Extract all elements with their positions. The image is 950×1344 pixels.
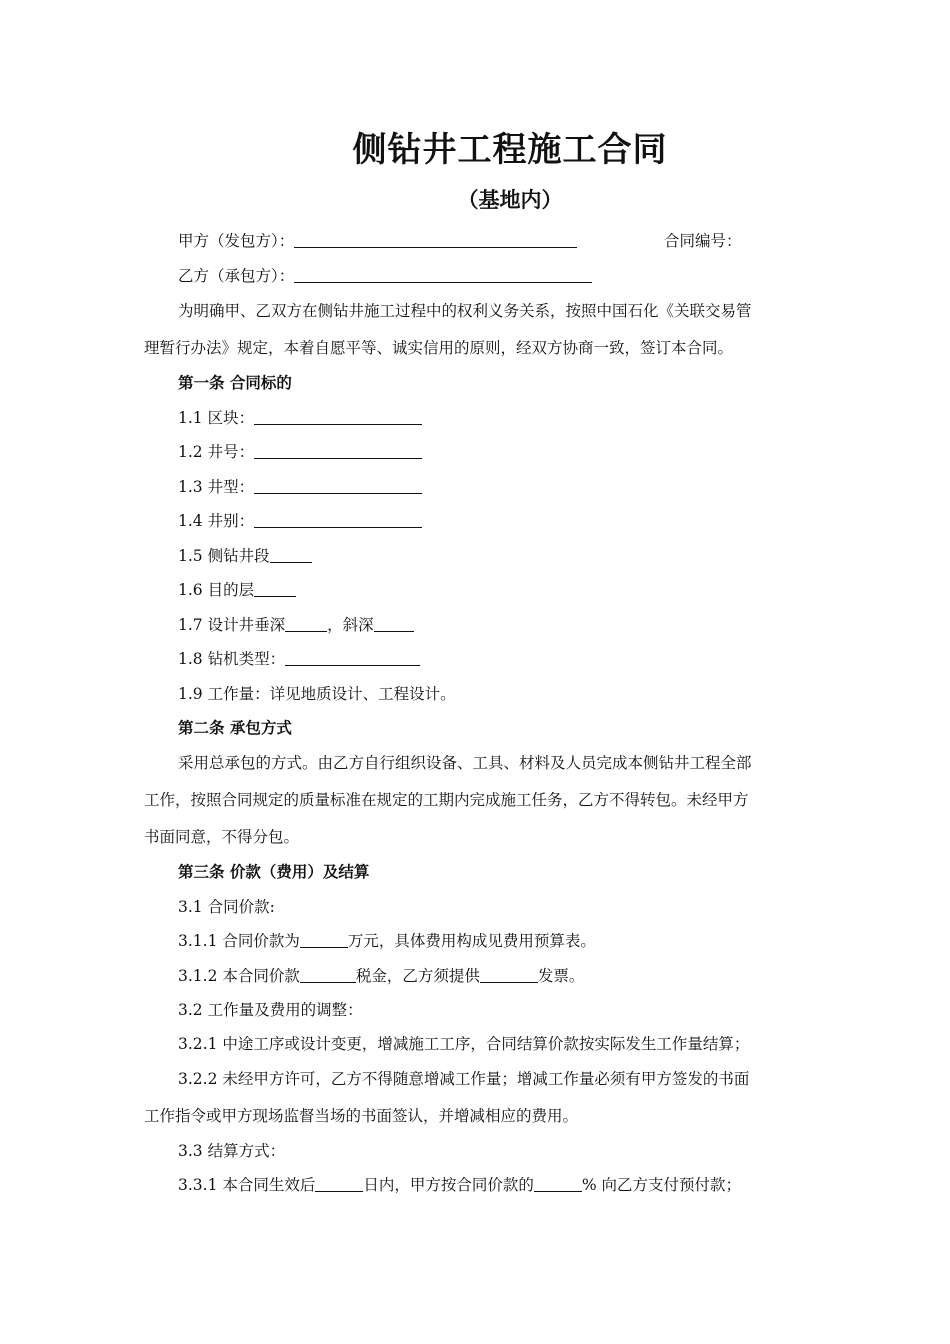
item-1-3: 1.3 井型：	[178, 476, 422, 498]
document-title: 侧钻井工程施工合同	[352, 130, 668, 170]
section-3-1: 3.1 合同价款:	[178, 898, 275, 916]
section-3-2-1: 3.2.1 中途工序或设计变更，增减施工工序，合同结算价款按实际发生工作量结算；	[178, 1035, 750, 1053]
section-3-2-2: 3.2.2 未经甲方许可，乙方不得随意增减工作量；增减工作量必须有甲方签发的书面	[178, 1070, 750, 1088]
article-2-line: 采用总承包的方式。由乙方自行组织设备、工具、材料及人员完成本侧钻井工程全部	[178, 754, 752, 772]
article-3-heading: 第三条 价款（费用）及结算	[178, 862, 370, 881]
blank-field	[254, 408, 422, 425]
item-1-9: 1.9 工作量：详见地质设计、工程设计。	[178, 685, 456, 703]
blank-field	[254, 442, 422, 459]
intro-line: 为明确甲、乙双方在侧钻井施工过程中的权利义务关系，按照中国石化《关联交易管	[178, 302, 752, 320]
item-1-7: 1.7 设计井垂深 ，斜深	[178, 614, 414, 636]
item-1-6: 1.6 目的层	[178, 579, 296, 601]
blank-field	[300, 931, 348, 948]
party-b-row	[178, 265, 592, 287]
blank-field	[270, 546, 312, 563]
article-2-line: 工作，按照合同规定的质量标准在规定的工期内完成施工任务，乙方不得转包。未经甲方	[144, 791, 749, 809]
article-2-heading: 第二条 承包方式	[178, 718, 292, 737]
party-a-blank	[294, 231, 577, 248]
party-a-row	[178, 230, 577, 252]
section-3-1-2: 3.1.2 本合同价款 税金，乙方须提供 发票。	[178, 967, 585, 985]
party-b-label: 乙方（承包方）：	[178, 267, 295, 285]
item-1-8: 1.8 钻机类型：	[178, 648, 420, 670]
blank-field	[254, 477, 422, 494]
blank-field	[374, 615, 414, 632]
intro-line: 理暂行办法》规定，本着自愿平等、诚实信用的原则，经双方协商一致，签订本合同。	[144, 339, 734, 357]
blank-field	[300, 966, 356, 983]
section-3-3: 3.3 结算方式：	[178, 1142, 286, 1160]
blank-field	[285, 649, 420, 666]
blank-field	[285, 615, 327, 632]
item-1-2: 1.2 井号：	[178, 441, 422, 463]
section-3-2: 3.2 工作量及费用的调整：	[178, 1001, 363, 1019]
article-1-heading: 第一条 合同标的	[178, 373, 292, 392]
article-2-line: 书面同意，不得分包。	[144, 828, 300, 846]
document-subtitle: （基地内）	[457, 187, 563, 212]
section-3-3-1: 3.3.1 本合同生效后 日内，甲方按合同价款的 % 向乙方支付预付款；	[178, 1176, 742, 1194]
section-3-2-2-cont: 工作指令或甲方现场监督当场的书面签认，并增减相应的费用。	[144, 1107, 579, 1125]
section-3-1-1: 3.1.1 合同价款为 万元，具体费用构成见费用预算表。	[178, 932, 596, 950]
party-b-blank	[294, 266, 592, 283]
blank-field	[480, 966, 538, 983]
blank-field	[315, 1175, 363, 1192]
party-a-label: 甲方（发包方）：	[178, 232, 295, 250]
blank-field	[254, 511, 422, 528]
item-1-5: 1.5 侧钻井段	[178, 545, 312, 567]
blank-field	[534, 1175, 582, 1192]
blank-field	[254, 580, 296, 597]
item-1-1: 1.1 区块：	[178, 407, 422, 429]
item-1-4: 1.4 井别：	[178, 510, 422, 532]
contract-no-label: 合同编号：	[664, 232, 742, 250]
